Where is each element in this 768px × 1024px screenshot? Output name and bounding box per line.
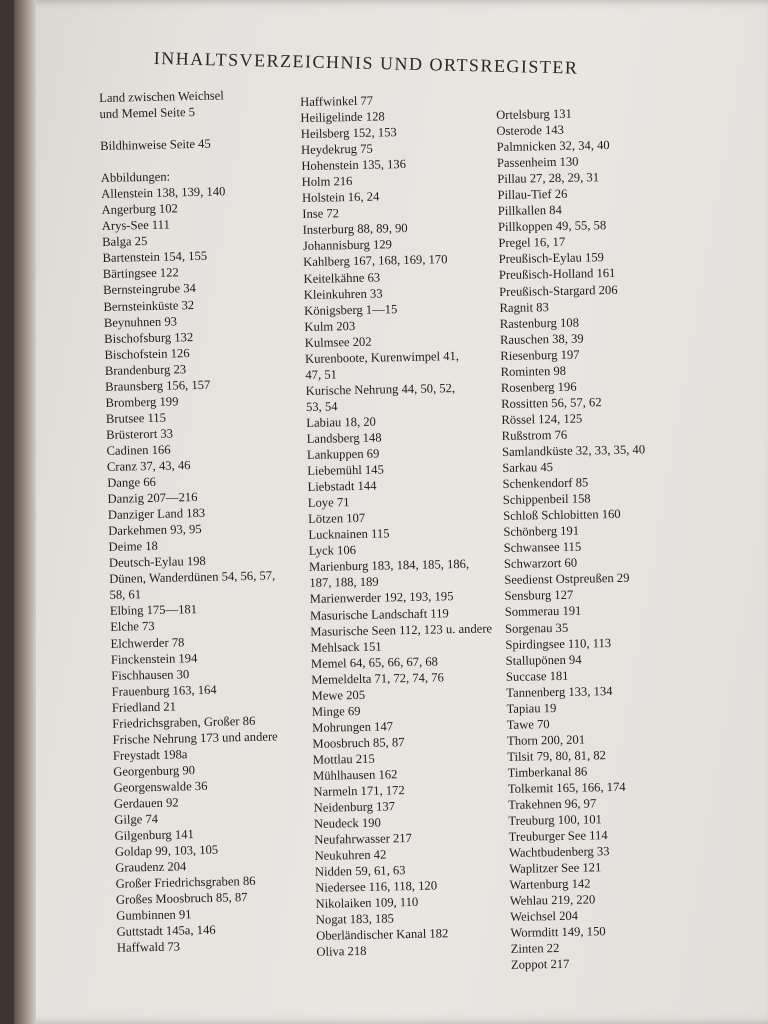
index-entry: Passenheim 130 (496, 154, 579, 171)
book-page (14, 0, 768, 1024)
index-entry: Elchwerder 78 (110, 634, 185, 651)
index-entry: Gumbinnen 91 (116, 907, 192, 924)
index-entry: Georgenburg 90 (113, 763, 196, 779)
index-entry: Bärtingsee 122 (102, 265, 179, 282)
index-entry: Memel 64, 65, 66, 67, 68 (310, 654, 439, 671)
index-entry: Bernsteinküste 32 (103, 297, 195, 314)
index-entry: Preußisch-Holland 161 (498, 266, 616, 283)
index-entry: Nidden 59, 61, 63 (314, 863, 406, 880)
index-entry: Allenstein 138, 139, 140 (101, 184, 226, 202)
index-entry: Kleinkuhren 33 (303, 286, 383, 302)
abbildungen-heading: Abbildungen: (100, 169, 171, 186)
index-entry: Rosenberg 196 (500, 379, 577, 395)
index-entry: Gilgenburg 141 (114, 827, 194, 843)
index-entry: Kurische Nehrung 44, 50, 52, (305, 380, 456, 398)
index-entry: Oliva 218 (316, 944, 367, 960)
bildhinweise-line: Bildhinweise Seite 45 (100, 136, 211, 154)
index-entry: Kahlberg 167, 168, 169, 170 (303, 252, 448, 270)
index-entry: Labiau 18, 20 (306, 414, 377, 430)
index-entry: Georgenswalde 36 (113, 778, 208, 795)
intro-line: und Memel Seite 5 (99, 105, 196, 122)
index-entry: Rössel 124, 125 (501, 411, 583, 427)
index-entry: Nogat 183, 185 (315, 911, 395, 928)
index-entry: Frische Nehrung 173 und andere (112, 729, 278, 747)
index-entry: Heiligelinde 128 (300, 109, 385, 126)
index-entry: Haffwinkel 77 (300, 93, 374, 109)
index-entry: Braunsberg 156, 157 (105, 377, 211, 394)
index-entry: Dünen, Wanderdünen 54, 56, 57, (109, 568, 276, 587)
index-entry: 187, 188, 189 (309, 574, 379, 591)
index-entry: Tilsit 79, 80, 81, 82 (507, 748, 607, 764)
index-entry: Elche 73 (110, 619, 155, 635)
index-entry: Treuburg 100, 101 (508, 812, 602, 828)
index-entry: Brutsee 115 (105, 410, 167, 426)
index-entry: Schippenbeil 158 (502, 491, 591, 508)
index-entry: Kurenboote, Kurenwimpel 41, (304, 348, 460, 366)
index-entry: Gerdauen 92 (113, 795, 179, 811)
index-column-3 (496, 104, 711, 974)
index-entry: Neufahrwasser 217 (314, 831, 413, 848)
index-entry: Mehlsack 151 (310, 639, 382, 655)
index-entry: Sorgenau 35 (504, 620, 569, 636)
index-entry: Pregel 16, 17 (498, 235, 566, 251)
index-entry: Neudeck 190 (313, 815, 381, 831)
index-entry: Marienburg 183, 184, 185, 186, (308, 557, 470, 575)
index-entry: Wormditt 149, 150 (510, 924, 606, 941)
index-entry: Lankuppen 69 (306, 446, 380, 462)
index-entry: Wachtbudenberg 33 (508, 844, 610, 861)
index-entry: Cranz 37, 43, 46 (106, 458, 191, 474)
index-entry: Lötzen 107 (308, 511, 366, 527)
index-entry: 53, 54 (305, 399, 338, 414)
index-entry: Angerburg 102 (101, 201, 179, 218)
index-entry: 47, 51 (305, 367, 338, 382)
index-entry: Tapiau 19 (506, 700, 557, 716)
index-entry: Lucknainen 115 (308, 526, 390, 543)
index-entry: Samlandküste 32, 33, 35, 40 (501, 442, 646, 459)
index-entry: Rossitten 56, 57, 62 (501, 395, 602, 411)
index-entry: Preußisch-Stargard 206 (499, 282, 618, 299)
book-spine (14, 0, 36, 1024)
index-entry: Thorn 200, 201 (506, 732, 586, 748)
index-entry: Brüsterort 33 (106, 426, 174, 442)
index-entry: Osterode 143 (496, 122, 565, 139)
index-entry: Stallupönen 94 (505, 652, 582, 668)
index-entry: Königsberg 1—15 (304, 301, 398, 318)
index-entry: Zinten 22 (510, 941, 560, 957)
index-entry: Bischofsburg 132 (104, 329, 194, 346)
index-entry: Ortelsburg 131 (496, 106, 572, 122)
index-entry: Deutsch-Eylau 198 (108, 554, 206, 571)
index-entry: Minge 69 (311, 703, 361, 719)
index-entry: Friedrichsgraben, Großer 86 (112, 713, 256, 731)
index-entry: Hohenstein 135, 136 (301, 157, 407, 174)
index-entry: Wehlau 219, 220 (509, 892, 596, 909)
index-entry: Darkehmen 93, 95 (108, 522, 202, 539)
index-entry: Pillau 27, 28, 29, 31 (497, 170, 600, 187)
index-entry: Großes Moosbruch 85, 87 (115, 890, 248, 908)
page-title: INHALTSVERZEICHNIS UND ORTSREGISTER (153, 48, 579, 78)
index-entry: Kulm 203 (304, 318, 356, 334)
index-entry: Arys-See 111 (101, 217, 170, 234)
index-entry: Heydekrug 75 (300, 141, 373, 158)
index-entry: Preußisch-Eylau 159 (498, 250, 605, 267)
index-entry: Rauschen 38, 39 (499, 331, 584, 347)
index-entry: Waplitzer See 121 (509, 860, 602, 877)
index-entry: Neukuhren 42 (314, 847, 387, 864)
index-entry: Großer Friedrichsgraben 86 (115, 874, 256, 892)
index-entry: Liebstadt 144 (307, 478, 377, 495)
index-entry: Rastenburg 108 (499, 315, 580, 331)
index-entry: Rußstrom 76 (501, 427, 568, 443)
index-entry: Holm 216 (301, 174, 353, 190)
index-entry: Frauenburg 163, 164 (111, 682, 217, 699)
index-entry: Narmeln 171, 172 (313, 783, 405, 799)
index-entry: Heilsberg 152, 153 (300, 125, 397, 142)
index-entry: Schönberg 191 (503, 523, 580, 540)
index-entry: Goldap 99, 103, 105 (114, 842, 219, 859)
index-entry: Dange 66 (107, 474, 156, 490)
index-entry: Tannenberg 133, 134 (506, 683, 613, 700)
index-column-2 (300, 90, 517, 960)
index-entry: Weichsel 204 (510, 909, 579, 925)
index-entry: Mottlau 215 (312, 751, 375, 767)
index-entry: Gilge 74 (114, 811, 159, 827)
index-entry: Keitelkähne 63 (303, 270, 381, 286)
index-entry: Seedienst Ostpreußen 29 (504, 571, 630, 588)
index-entry: Schwarzort 60 (503, 555, 578, 572)
index-entry: Schenkendorf 85 (502, 475, 589, 492)
index-entry: Danziger Land 183 (107, 505, 206, 523)
index-entry: Freystadt 198a (112, 747, 188, 763)
index-entry: Moosbruch 85, 87 (312, 734, 405, 751)
index-entry: Holstein 16, 24 (301, 189, 380, 206)
index-entry: Pillkoppen 49, 55, 58 (497, 218, 607, 235)
index-entry: Brandenburg 23 (104, 361, 187, 378)
index-entry: Oberländischer Kanal 182 (316, 926, 449, 944)
index-entry: Graudenz 204 (115, 859, 187, 875)
index-entry: Elbing 175—181 (109, 602, 198, 619)
index-entry: Haffwald 73 (116, 939, 181, 956)
index-entry: Schloß Schlobitten 160 (503, 507, 621, 524)
index-entry: Nikolaiken 109, 110 (315, 895, 419, 912)
index-entry: Insterburg 88, 89, 90 (302, 221, 408, 238)
index-entry: Zoppot 217 (510, 957, 570, 973)
index-entry: Sensburg 127 (504, 588, 574, 604)
index-entry: Riesenburg 197 (500, 347, 580, 363)
index-entry: Johannisburg 129 (302, 237, 393, 254)
index-column-1 (99, 86, 307, 956)
index-entry: Masurische Landschaft 119 (309, 605, 449, 623)
index-entry: Mewe 205 (311, 687, 366, 703)
index-entry: Tolkemit 165, 166, 174 (507, 779, 626, 796)
index-entry: Guttstadt 145a, 146 (116, 923, 216, 940)
index-entry: Pillkallen 84 (497, 203, 562, 219)
index-entry: Palmnicken 32, 34, 40 (496, 138, 610, 155)
index-entry: Loye 71 (307, 495, 350, 511)
index-entry: Inse 72 (302, 206, 340, 222)
index-entry: 58, 61 (109, 587, 142, 603)
index-entry: Timberkanal 86 (507, 764, 588, 780)
index-entry: Rominten 98 (500, 363, 567, 379)
index-entry: Sommerau 191 (504, 604, 582, 620)
index-entry: Bromberg 199 (105, 394, 179, 410)
index-entry: Danzig 207—216 (107, 490, 198, 506)
index-entry: Mühlhausen 162 (312, 767, 398, 783)
index-entry: Masurische Seen 112, 123 u. andere (310, 620, 493, 639)
index-entry: Spirdingsee 110, 113 (505, 635, 612, 652)
index-entry: Ragnit 83 (499, 299, 549, 315)
index-entry: Succase 181 (505, 668, 569, 684)
intro-line: Land zwischen Weichsel (99, 88, 224, 105)
index-entry: Lyck 106 (308, 543, 357, 559)
index-entry: Deime 18 (108, 539, 159, 555)
index-entry: Bischofstein 126 (104, 345, 190, 362)
index-entry: Finckenstein 194 (110, 650, 198, 667)
index-entry: Bernsteingrube 34 (103, 281, 197, 298)
index-entry: Balga 25 (102, 234, 148, 250)
index-entry: Treuburger See 114 (508, 828, 608, 844)
index-entry: Friedland 21 (111, 699, 177, 715)
index-entry: Tawe 70 (506, 716, 550, 732)
index-entry: Trakehnen 96, 97 (508, 796, 597, 812)
index-entry: Niedersee 116, 118, 120 (315, 878, 438, 896)
index-entry: Bartenstein 154, 155 (102, 249, 208, 266)
index-entry: Wartenburg 142 (509, 876, 591, 893)
index-entry: Beynuhnen 93 (103, 313, 178, 330)
index-entry: Landsberg 148 (306, 430, 382, 446)
index-entry: Cadinen 166 (106, 442, 171, 458)
index-entry: Neidenburg 137 (313, 799, 396, 815)
index-entry: Pillau-Tief 26 (497, 187, 568, 203)
index-entry: Liebemühl 145 (307, 462, 384, 479)
index-entry: Mohrungen 147 (312, 719, 394, 735)
index-entry: Kulmsee 202 (304, 334, 372, 350)
index-entry: Marienwerder 192, 193, 195 (309, 589, 454, 607)
index-entry: Sarkau 45 (502, 460, 554, 475)
index-entry: Fischhausen 30 (111, 666, 190, 683)
index-entry: Schwansee 115 (503, 539, 582, 556)
index-entry: Memeldelta 71, 72, 74, 76 (311, 670, 444, 687)
